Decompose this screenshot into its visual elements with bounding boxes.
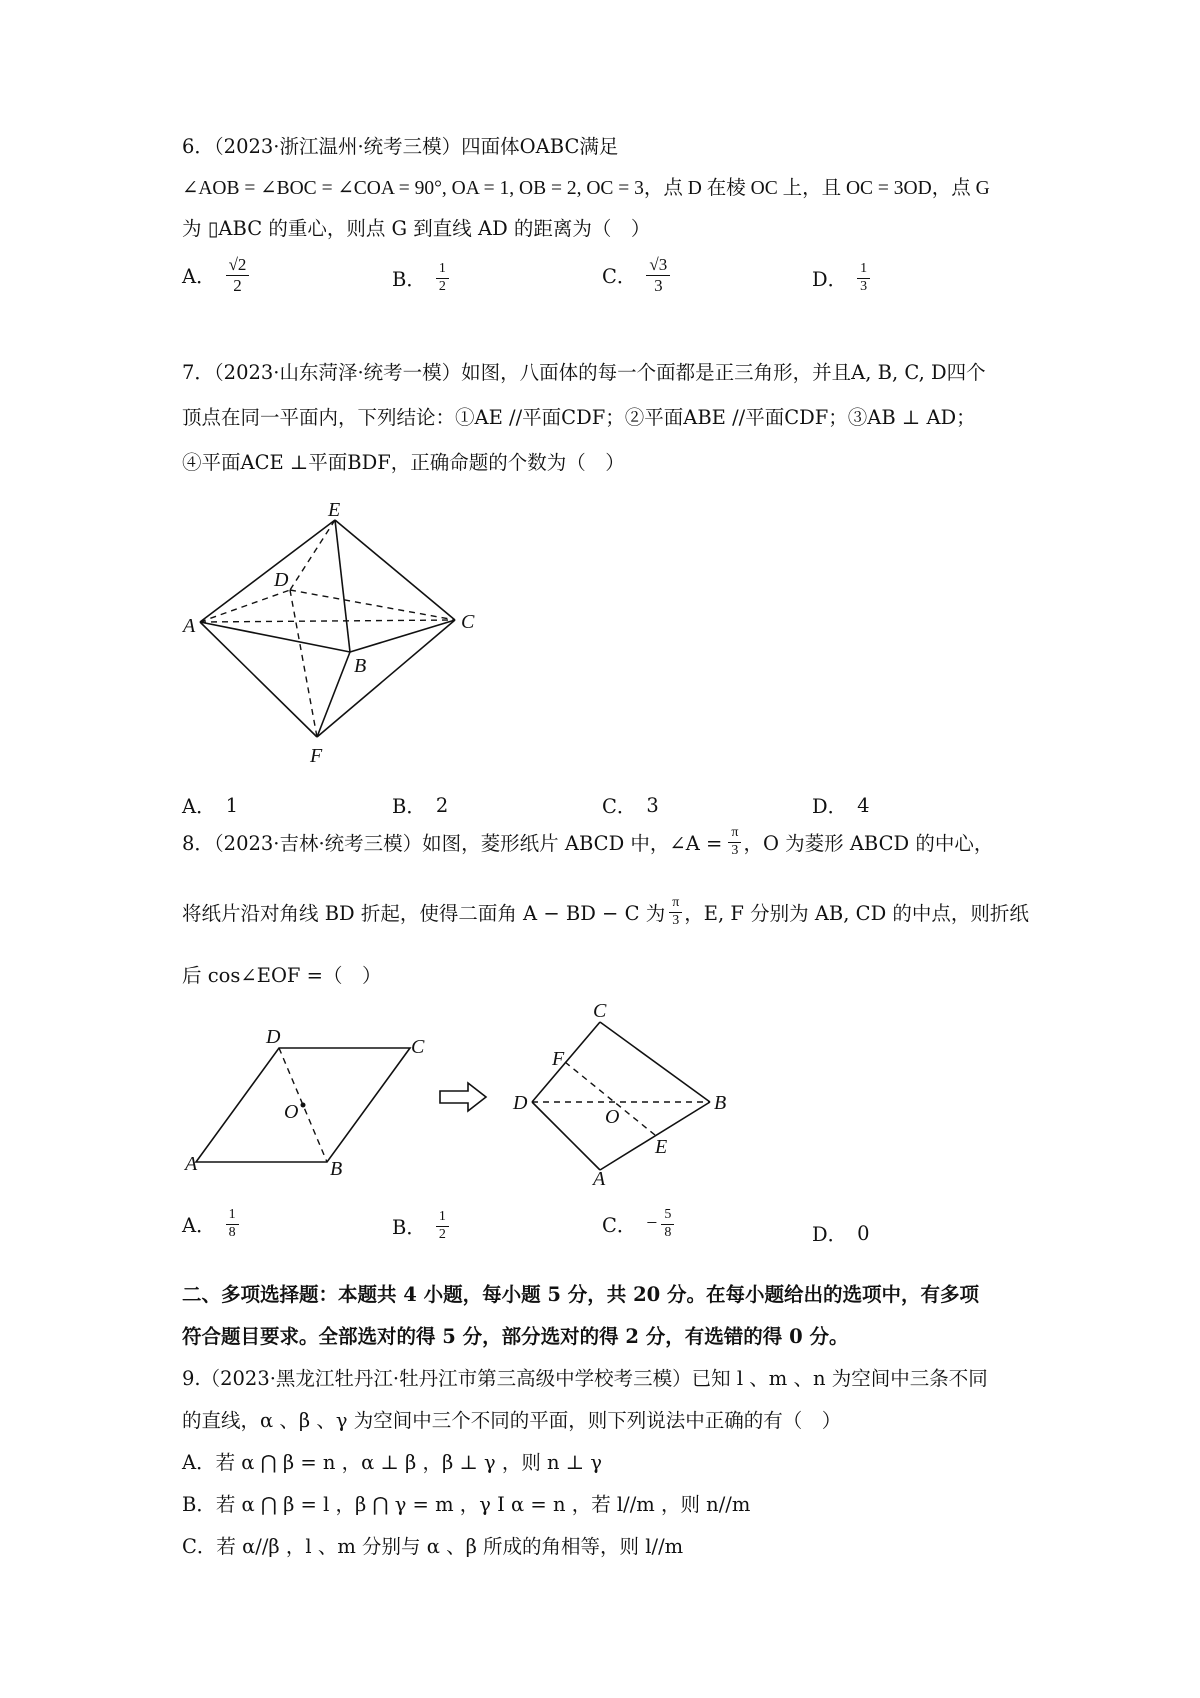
- edge-EC: [335, 520, 455, 620]
- label-B: B: [354, 655, 367, 677]
- label-D: D: [513, 1092, 528, 1114]
- q7-line3: ④平面ACE ⊥平面BDF，正确命题的个数为（ ）: [182, 451, 625, 474]
- q8-option-c: C． − $\frac{5}{8}$: [602, 1208, 674, 1240]
- label-C: C: [411, 1036, 425, 1058]
- q7-option-d: D． 4: [812, 793, 870, 818]
- q9-option-b: B．若 α ⋂ β = l ，β ⋂ γ = m ，γ I α = n ，若 l//m ，则 n//m: [182, 1493, 751, 1516]
- q8-option-d: D． 0: [812, 1221, 870, 1246]
- rhombus-figure: [180, 1015, 460, 1175]
- edge-ED-hidden: [290, 520, 335, 590]
- section2-line2: 符合题目要求。全部选对的得 5 分，部分选对的得 2 分，有选错的得 0 分。: [182, 1325, 849, 1348]
- label-B: B: [330, 1158, 343, 1175]
- label-D: D: [266, 1026, 281, 1048]
- q6-option-a: A． $\frac{√2}{2}$: [182, 256, 249, 295]
- q7-option-a: A． 1: [182, 793, 239, 818]
- label-E: E: [655, 1136, 668, 1158]
- edge-BF: [317, 652, 350, 737]
- q6-line1: 6．（2023·浙江温州·统考三模）四面体OABC满足: [182, 135, 619, 158]
- octahedron-figure: [180, 500, 500, 770]
- edge-AB: [200, 622, 350, 652]
- q6-option-c: C． $\frac{√3}{3}$: [602, 256, 670, 295]
- label-E: E: [328, 500, 341, 521]
- label-A: A: [593, 1168, 606, 1190]
- q6-option-c-fraction: $\frac{√3}{3}$: [646, 256, 670, 295]
- edge-AF: [200, 622, 317, 737]
- edge-DA: [532, 1102, 600, 1170]
- label-A: A: [185, 1153, 198, 1175]
- q8-line2: 将纸片沿对角线 BD 折起，使得二面角 A − BD − C 为 $\frac{\pi}{3}$ ，E, F 分别为 AB, CD 的中点，则折纸: [182, 895, 1029, 928]
- q7-line1: 7．（2023·山东菏泽·统考一模）如图，八面体的每一个面都是正三角形，并且A, B, C, D四个: [182, 361, 986, 384]
- label-B: B: [714, 1092, 727, 1114]
- q8-option-c-fraction: $\frac{5}{8}$: [661, 1208, 674, 1240]
- q9-option-c: C．若 α//β ，l 、m 分别与 α 、β 所成的角相等，则 l//m: [182, 1535, 684, 1558]
- q6-option-d-fraction: $\frac{1}{3}$: [857, 262, 870, 294]
- q8-line3: 后 cos∠EOF =（ ）: [182, 964, 382, 987]
- q8-option-a: A． $\frac{1}{8}$: [182, 1208, 239, 1240]
- label-C: C: [593, 1000, 607, 1022]
- q8-line1-fraction: $\frac{\pi}{3}$: [728, 826, 741, 858]
- edge-CB: [600, 1022, 710, 1102]
- q6-option-a-fraction: $\frac{√2}{2}$: [226, 256, 250, 295]
- q9-line1: 9.（2023·黑龙江牡丹江·牡丹江市第三高级中学校考三模）已知 l 、m 、n 为空间中三条不同: [182, 1367, 988, 1390]
- q8-line2-fraction: $\frac{\pi}{3}$: [669, 896, 682, 928]
- label-C: C: [461, 611, 475, 633]
- label-A: A: [183, 615, 196, 637]
- q7-option-c: C． 3: [602, 793, 659, 818]
- q9-option-a: A．若 α ⋂ β = n ，α ⊥ β ，β ⊥ γ ，则 n ⊥ γ: [182, 1451, 602, 1474]
- diag-AC-hidden: [200, 620, 455, 622]
- edge-DC-hidden: [290, 590, 455, 620]
- folded-figure: [505, 995, 745, 1190]
- edge-CF: [317, 620, 455, 737]
- q7-line2: 顶点在同一平面内，下列结论：①AE //平面CDF；②平面ABE //平面CDF；③AB ⊥ AD；: [182, 406, 976, 429]
- q8-option-b: B． $\frac{1}{2}$: [392, 1210, 449, 1242]
- q8-option-b-fraction: $\frac{1}{2}$: [436, 1210, 449, 1242]
- q6-line3: 为 ▯ABC 的重心，则点 G 到直线 AD 的距离为（ ）: [182, 217, 651, 240]
- q8-option-a-fraction: $\frac{1}{8}$: [226, 1208, 239, 1240]
- label-F: F: [310, 745, 323, 767]
- q6-line2: ∠AOB = ∠BOC = ∠COA = 90°, OA = 1, OB = 2, OC = 3，点 D 在棱 OC 上，且 OC = 3OD，点 G: [182, 178, 990, 199]
- q6-option-b: B． $\frac{1}{2}$: [392, 262, 449, 294]
- label-D: D: [274, 569, 289, 591]
- label-O: O: [284, 1101, 299, 1123]
- label-F: F: [552, 1048, 565, 1070]
- center-point-O: [301, 1103, 306, 1108]
- edge-BC: [350, 620, 455, 652]
- q9-line2: 的直线，α 、β 、γ 为空间中三个不同的平面，则下列说法中正确的有（ ）: [182, 1409, 842, 1432]
- q7-option-b: B． 2: [392, 793, 449, 818]
- edge-EB: [335, 520, 350, 652]
- label-O: O: [605, 1106, 620, 1128]
- edge-AD-hidden: [200, 590, 290, 622]
- q6-option-b-fraction: $\frac{1}{2}$: [436, 262, 449, 294]
- q6-option-d: D． $\frac{1}{3}$: [812, 262, 870, 294]
- fold-arrow-icon: [438, 1080, 490, 1114]
- section2-line1: 二、多项选择题：本题共 4 小题，每小题 5 分，共 20 分。在每小题给出的选项中，有多项: [182, 1283, 980, 1306]
- q8-line1: 8．（2023·吉林·统考三模）如图，菱形纸片 ABCD 中，∠A = $\frac{\pi}{3}$ ，O 为菱形 ABCD 的中心，: [182, 825, 994, 858]
- edge-EA: [200, 520, 335, 622]
